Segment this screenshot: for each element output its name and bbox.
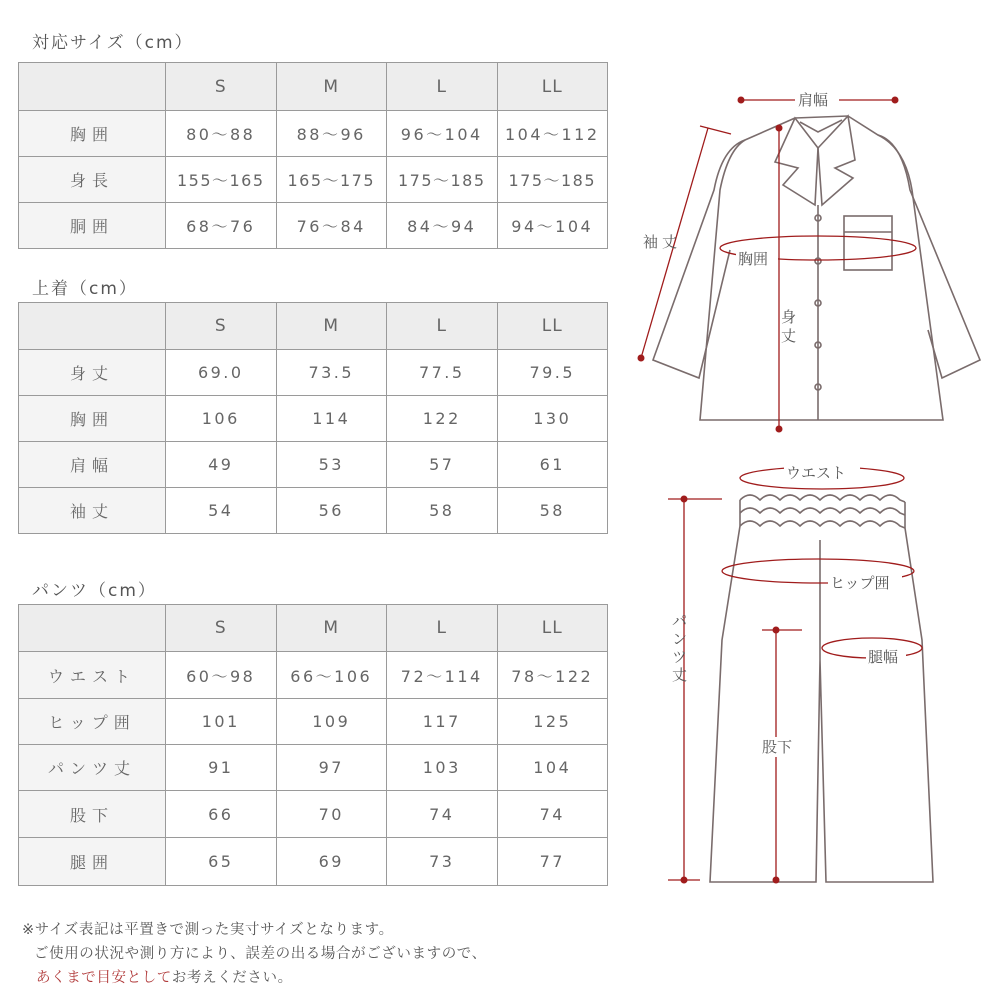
- size-value: 175〜185: [497, 157, 608, 203]
- header-cell: L: [387, 63, 498, 111]
- note-rest: お考えください。: [171, 970, 293, 986]
- size-value: 49: [166, 442, 277, 488]
- length-label-1: 身: [781, 308, 797, 326]
- inseam-label: 股下: [762, 738, 793, 756]
- row-label: 胴囲: [19, 203, 166, 249]
- note-line-1: ※サイズ表記は平置きで測った実寸サイズとなります。: [22, 922, 394, 938]
- size-value: 125: [497, 699, 608, 745]
- header-cell: S: [166, 63, 277, 111]
- size-value: 104: [497, 745, 608, 791]
- size-value: 80〜88: [166, 111, 277, 157]
- note-line-2: ご使用の状況や測り方により、誤差の出る場合がございますので、: [34, 946, 487, 962]
- jacket-illustration: [653, 116, 980, 420]
- row-label: ヒップ囲: [19, 699, 166, 745]
- size-value: 66〜106: [276, 652, 387, 699]
- size-value: 54: [166, 488, 277, 534]
- size-value: 53: [276, 442, 387, 488]
- hip-label: ヒップ囲: [830, 574, 890, 592]
- size-value: 69.0: [166, 350, 277, 396]
- size-value: 84〜94: [387, 203, 498, 249]
- pants-illustration: [710, 495, 933, 882]
- size-value: 104〜112: [497, 111, 608, 157]
- header-cell: LL: [497, 63, 608, 111]
- size-value: 76〜84: [276, 203, 387, 249]
- size-value: 101: [166, 699, 277, 745]
- size-value: 165〜175: [276, 157, 387, 203]
- size-value: 91: [166, 745, 277, 791]
- size-value: 58: [387, 488, 498, 534]
- size-notes: [22, 918, 487, 990]
- size-value: 69: [276, 838, 387, 886]
- row-label: 腿囲: [19, 838, 166, 886]
- size-value: 109: [276, 699, 387, 745]
- row-label: 胸囲: [19, 111, 166, 157]
- size-value: 68〜76: [166, 203, 277, 249]
- length-label-2: 丈: [781, 327, 797, 345]
- header-cell: LL: [497, 303, 608, 350]
- header-cell: M: [276, 303, 387, 350]
- size-value: 175〜185: [387, 157, 498, 203]
- waist-label: ウエスト: [786, 464, 847, 482]
- note-line-3: [22, 966, 487, 990]
- size-value: 65: [166, 838, 277, 886]
- row-label: 袖丈: [19, 488, 166, 534]
- size-value: 155〜165: [166, 157, 277, 203]
- size-value: 96〜104: [387, 111, 498, 157]
- shoulder-label: 肩幅: [798, 91, 829, 109]
- header-cell: S: [166, 605, 277, 652]
- row-label: 身丈: [19, 350, 166, 396]
- size-value: 97: [276, 745, 387, 791]
- pants-length-label-3: ツ: [672, 648, 688, 666]
- pants-size-title: パンツ（cm）: [32, 581, 157, 601]
- row-label: ウエスト: [19, 652, 166, 699]
- header-cell: M: [276, 605, 387, 652]
- size-value: 94〜104: [497, 203, 608, 249]
- size-value: 61: [497, 442, 608, 488]
- sleeve-label-1: 袖: [643, 233, 659, 251]
- pants-length-label-4: 丈: [672, 666, 688, 684]
- row-label: 胸囲: [19, 396, 166, 442]
- size-value: 122: [387, 396, 498, 442]
- header-cell: LL: [497, 605, 608, 652]
- size-value: 73: [387, 838, 498, 886]
- pants-measure-lines: [668, 467, 922, 884]
- row-label: パンツ丈: [19, 745, 166, 791]
- size-value: 114: [276, 396, 387, 442]
- size-value: 56: [276, 488, 387, 534]
- thigh-label: 腿幅: [868, 648, 899, 666]
- jacket-size-title: 上着（cm）: [32, 279, 138, 299]
- size-value: 57: [387, 442, 498, 488]
- header-cell: L: [387, 605, 498, 652]
- size-value: 72〜114: [387, 652, 498, 699]
- size-value: 117: [387, 699, 498, 745]
- size-value: 77: [497, 838, 608, 886]
- size-value: 73.5: [276, 350, 387, 396]
- pants-length-label-1: パ: [672, 612, 688, 630]
- sleeve-label-2: 丈: [662, 233, 678, 251]
- header-cell: S: [166, 303, 277, 350]
- row-label: 肩幅: [19, 442, 166, 488]
- size-value: 58: [497, 488, 608, 534]
- size-value: 79.5: [497, 350, 608, 396]
- size-value: 66: [166, 791, 277, 838]
- header-cell: M: [276, 63, 387, 111]
- size-value: 60〜98: [166, 652, 277, 699]
- correspond-size-title: 対応サイズ（cm）: [32, 33, 194, 53]
- size-value: 74: [497, 791, 608, 838]
- row-label: 身長: [19, 157, 166, 203]
- note-accent: あくまで目安として: [36, 970, 172, 986]
- size-value: 103: [387, 745, 498, 791]
- size-value: 88〜96: [276, 111, 387, 157]
- row-label: 股下: [19, 791, 166, 838]
- header-cell: L: [387, 303, 498, 350]
- size-value: 74: [387, 791, 498, 838]
- pants-length-label-2: ン: [672, 630, 688, 648]
- size-value: 70: [276, 791, 387, 838]
- chest-label: 胸囲: [738, 250, 769, 268]
- size-value: 130: [497, 396, 608, 442]
- size-value: 106: [166, 396, 277, 442]
- size-value: 78〜122: [497, 652, 608, 699]
- size-value: 77.5: [387, 350, 498, 396]
